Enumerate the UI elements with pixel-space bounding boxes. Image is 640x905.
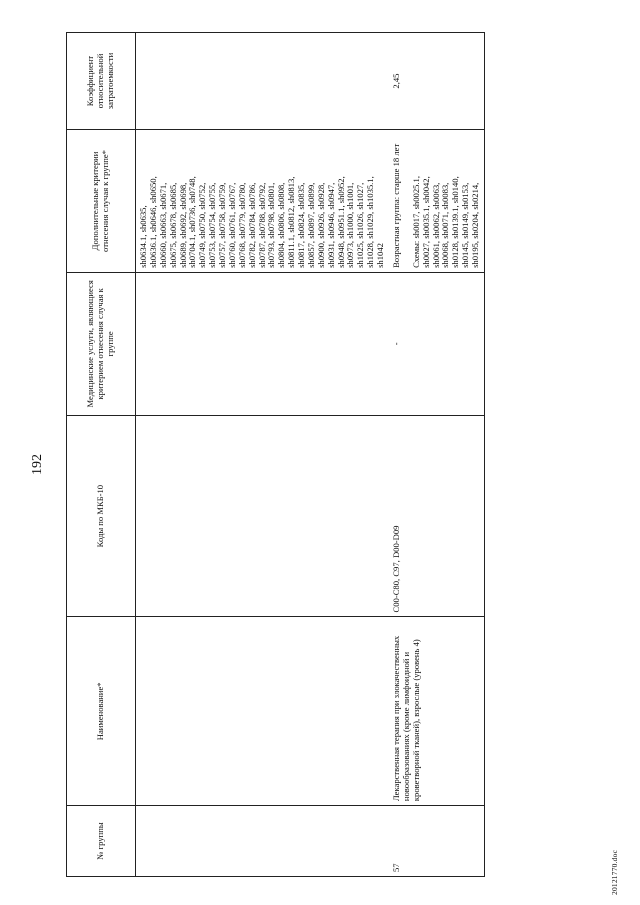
- cell-group-number: 57: [389, 806, 485, 877]
- cell-coef-empty: [136, 33, 389, 130]
- header-name: Наименование*: [67, 617, 136, 806]
- table-header-row: [67, 33, 136, 877]
- cell-medical-services: -: [389, 272, 485, 415]
- table-row-continuation: [136, 33, 389, 877]
- scheme-codes-text: Схемы: sh0017, sh0025.1, sh0027, sh0035.1, sh0042, sh0061, sh0062, sh0063, sh0068, sh0071, sh0083, sh0128, sh0139.1, sh0140, sh0145, sh0149, sh0153, sh0195, sh0204, sh0214,: [410, 175, 480, 268]
- cell-additional-codes-continued: sh0634.1, sh0635, sh0636.1, sh0646, sh0650, sh0660, sh0663, sh0671, sh0675, sh0678, sh0685, sh0689, sh0692, sh0698, sh0704.1, sh0736, sh0748, sh0749, sh0750, sh0752, sh0753, sh0754, sh0755, sh0757, sh0758, sh0759, sh0760, sh0761, sh0767, sh0768, sh0779, sh0780, sh0782, sh0784, sh0786, sh0787, sh0788, sh0792, sh0793, sh0798, sh0801, sh0804, sh0806, sh0808, sh0811.1, sh0812, sh0813, sh0817, sh0824, sh0835, sh0857, sh0897, sh0899, sh0900, sh0926, sh0928, sh0931, sh0946, sh0947, sh0948, sh0951.1, sh0952, sh0973, sh1000, sh1001, sh1025, sh1026, sh1027, sh1028, sh1029, sh1035.1, sh1042: [136, 130, 389, 273]
- header-mkb-codes: Коды по МКБ-10: [67, 415, 136, 617]
- header-additional-criteria: Дополнительные критерии отнесения случая к группе*: [67, 130, 136, 273]
- cell-name-empty: [136, 617, 389, 806]
- footer-file-name: 20121770.doc: [610, 849, 619, 895]
- table-row-group-57: [389, 33, 485, 877]
- cell-cost-coefficient: 2,45: [389, 33, 485, 130]
- cell-mkb-codes: C00-C80, C97, D00-D09: [389, 415, 485, 617]
- cell-group-name: Лекарственная терапия при злокачественных новообразованиях (кроме лимфоидной и кроветворной тканей), взрослые (уровень 4): [389, 617, 485, 806]
- criteria-table: [66, 32, 485, 877]
- cell-mkb-empty: [136, 415, 389, 617]
- header-medical-services: Медицинские услуги, являющиеся критерием отнесения случая к группе: [67, 272, 136, 415]
- cell-num-empty: [136, 806, 389, 877]
- cell-medical-empty: [136, 272, 389, 415]
- cell-additional-criteria: [389, 130, 485, 273]
- page-number: 192: [30, 454, 45, 475]
- header-cost-coefficient: Коэффициент относительной затратоемкости: [67, 33, 136, 130]
- age-group-text: Возрастная группа: старше 18 лет: [390, 143, 401, 268]
- header-group-number: № группы: [67, 806, 136, 877]
